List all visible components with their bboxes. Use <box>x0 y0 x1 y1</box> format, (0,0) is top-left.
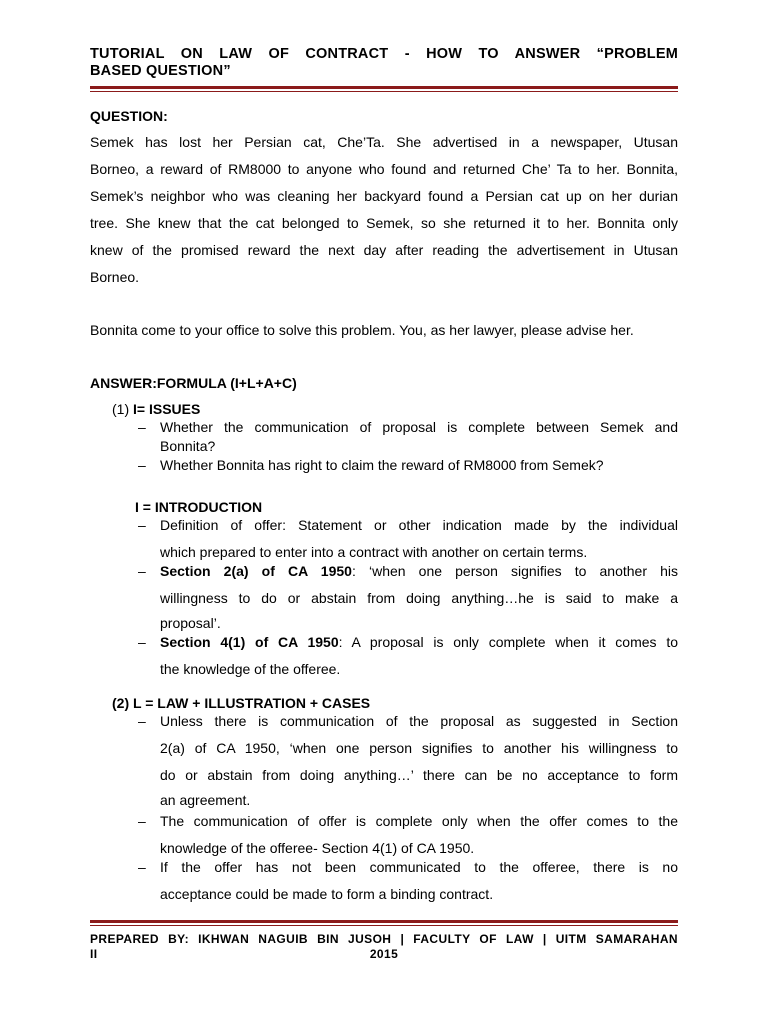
footer <box>90 932 678 962</box>
footer-line-2-left: II <box>90 947 98 961</box>
list-item-text: proposal’. <box>160 615 221 631</box>
law-list <box>138 708 678 908</box>
list-item-text: knowledge of the offeree- Section 4(1) of CA 1950. <box>160 840 475 856</box>
list-item: – Whether the communication of proposal is complete between Semek and Bonnita? <box>160 414 678 460</box>
list-item-text: The communication of offer is complete only when the offer comes to the <box>160 813 678 829</box>
list-item-text: an agreement. <box>160 792 251 808</box>
list-item: – Section 2(a) of CA 1950: ‘when one person signifies to another his willingness to do or abstain from doing anything…he is said to make a proposal’. <box>160 558 678 637</box>
list-item: – If the offer has not been communicated to the offeree, there is no acceptance could be made to form a binding contract. <box>160 854 678 908</box>
question-line: knew of the promised reward the next day after reading the advertisement in Utusan <box>90 242 678 258</box>
list-item: – Section 4(1) of CA 1950: A proposal is only complete when it comes to the knowledge of the offeree. <box>160 629 678 683</box>
footer-line-1: PREPARED BY: IKHWAN NAGUIB BIN JUSOH | FACULTY OF LAW | UITM SAMARAHAN <box>90 932 678 946</box>
footer-year: 2015 <box>369 947 399 961</box>
title-line-2: BASED QUESTION” <box>90 63 231 79</box>
list-item-text: which prepared to enter into a contract with another on certain terms. <box>160 544 588 560</box>
list-item-text: Whether the communication of proposal is complete between Semek and <box>160 419 678 435</box>
list-item-text: the knowledge of the offeree. <box>160 661 341 677</box>
question-line: Borneo, a reward of RM8000 to anyone who found and returned Che’ Ta to her. Bonnita, <box>90 161 678 177</box>
list-item-text: willingness to do or abstain from doing anything…he is said to make a <box>160 590 678 606</box>
document-title <box>90 46 678 80</box>
list-item-text: Unless there is communication of the proposal as suggested in Section <box>160 713 678 729</box>
law-title: L = LAW + ILLUSTRATION + CASES <box>133 695 371 711</box>
list-item: – Definition of offer: Statement or other indication made by the individual which prepared to enter into a contract with another on certain terms. <box>160 512 678 566</box>
list-item-text: Bonnita? <box>160 438 216 454</box>
issues-title: I= ISSUES <box>133 401 201 417</box>
question-line: Semek has lost her Persian cat, Che’Ta. She advertised in a newspaper, Utusan <box>90 134 678 150</box>
list-item-text: : A proposal is only complete when it comes to <box>338 634 678 650</box>
header-rule <box>90 86 678 92</box>
title-line-1: TUTORIAL ON LAW OF CONTRACT - HOW TO ANSWER “PROBLEM <box>90 46 678 62</box>
question-line: Borneo. <box>90 269 140 285</box>
list-item: – Whether Bonnita has right to claim the reward of RM8000 from Semek? <box>160 452 678 479</box>
list-item-text: Definition of offer: Statement or other indication made by the individual <box>160 517 678 533</box>
list-item: – The communication of offer is complete only when the offer comes to the knowledge of the offeree- Section 4(1) of CA 1950. <box>160 808 678 862</box>
question-line: Semek’s neighbor who was cleaning her backyard found a Persian cat up on her durian <box>90 188 678 204</box>
list-item: – Unless there is communication of the proposal as suggested in Section 2(a) of CA 1950, ‘when one person signifies to another his willingness to do or abstain from doing anything…’ there can be no acceptance to form an agreement. <box>160 708 678 814</box>
issues-number: (1) <box>112 401 130 417</box>
section-ref: Section 2(a) of CA 1950 <box>160 563 352 579</box>
law-number: (2) <box>112 695 130 711</box>
footer-rule <box>90 920 678 926</box>
question-label: QUESTION: <box>90 108 168 124</box>
list-item-text: : ‘when one person signifies to another his <box>351 563 678 579</box>
question-line: tree. She knew that the cat belonged to Semek, so she returned it to her. Bonnita only <box>90 215 678 231</box>
introduction-list <box>138 512 678 683</box>
list-item-text: If the offer has not been communicated to the offeree, there is no <box>160 859 678 875</box>
list-item-text: do or abstain from doing anything…’ there can be no acceptance to form <box>160 767 678 783</box>
question-text <box>90 129 678 291</box>
issues-list <box>138 414 678 479</box>
list-item-text: acceptance could be made to form a binding contract. <box>160 886 494 902</box>
list-item-text: Whether Bonnita has right to claim the reward of RM8000 from Semek? <box>160 457 604 473</box>
section-ref: Section 4(1) of CA 1950 <box>160 634 339 650</box>
list-item-text: 2(a) of CA 1950, ‘when one person signifies to another his willingness to <box>160 740 678 756</box>
advise-text: Bonnita come to your office to solve this problem. You, as her lawyer, please advise her. <box>90 322 634 338</box>
introduction-heading: I = INTRODUCTION <box>135 499 263 515</box>
answer-label: ANSWER:FORMULA (I+L+A+C) <box>90 375 297 391</box>
